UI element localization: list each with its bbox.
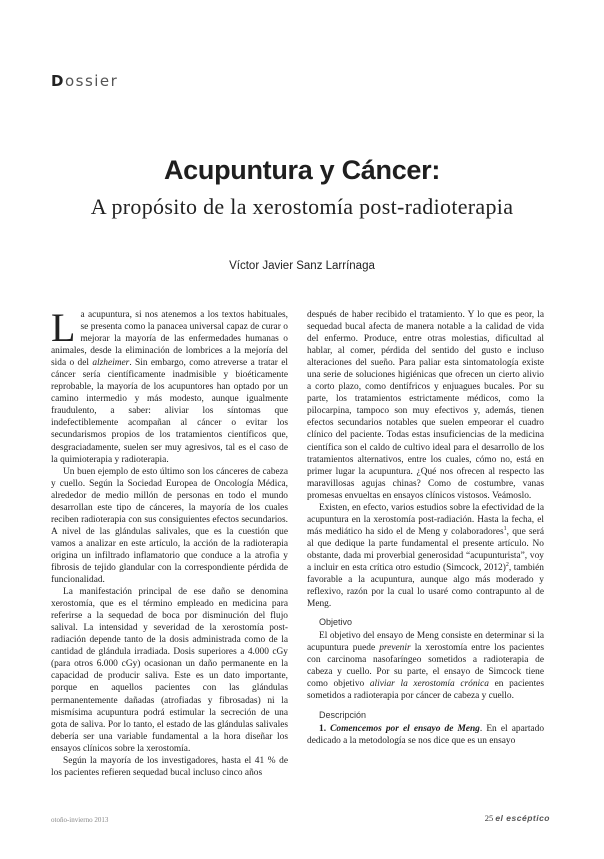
- paragraph: [307, 502, 544, 610]
- article-subtitle: A propósito de la xerostomía post-radioterapia: [90, 194, 514, 219]
- section-tag-initial: D: [51, 72, 65, 90]
- footnote-ref: 2: [505, 561, 509, 568]
- paragraph-text: . En el apartado dedicado a la metodología se nos dice que es un ensayo: [307, 723, 545, 746]
- paragraph-text: . Sin embargo, como atreverse a tratar el cáncer sería científicamente inadmisible y bioéticamente reprobable, la mayoría de los acupuntores han optado por un camino intermedio y más modesto, aunque igualmente fraudulento, a saber: aliviar los síntomas que indefectiblemente acompañan al cáncer o evitar los secundarismos propios de los tratamientos científicos que, desgraciadamente, suelen ser muy agresivos, tal es el caso de la quimioterapia y radioterapia.: [51, 358, 288, 465]
- subheading-objetivo: Objetivo: [319, 617, 353, 628]
- section-tag: [51, 72, 118, 90]
- paragraph-emphasis: aliviar la xerostomía crónica: [369, 679, 489, 690]
- paragraph-emphasis: prevenir: [379, 643, 411, 654]
- magazine-name: el escéptico: [495, 813, 550, 823]
- article-title: Acupuntura y Cáncer:: [163, 155, 441, 185]
- page-number: 25: [484, 813, 494, 823]
- list-number: 1.: [319, 723, 331, 734]
- footer-issue: otoño-invierno 2013: [51, 816, 109, 824]
- paragraph-text: , también favorable a la acupuntura, aunque algo más moderado y reflexivo, razón por la cual lo usaré como contrapunto al de Meng.: [307, 562, 544, 610]
- paragraph: La manifestación principal de ese daño se denomina xerostomía, que es el término empleado en medicina para referirse a la sequedad de boca por disminución del flujo salival. La intensidad y severidad de la xerostomía post-radiación depende tanto de la dosis administrada como de la cantidad de glándula irradiada. Dosis superiores a 4.000 cGy (para otros 6.000 cGy) ocasionan un daño permanente en la capacidad de producir saliva. Este es un dato importante, porque en aquellos pacientes con las glándulas permanentemente dañadas (atrofiadas y fibrosadas) ni la mismísima acupuntura podrá estimular la secreción de una gota de saliva. Por lo tanto, el estado de las glándulas salivales debería ser una variable fundamental a la hora diseñar los ensayos clínicos sobre la xerostomía.: [51, 587, 288, 754]
- paragraph: Un buen ejemplo de esto último son los cánceres de cabeza y cuello. Según la Sociedad Europea de Oncología Médica, alrededor de medio millón de personas en todo el mundo desarrollan este tipo de cánceres, la mayoría de los cuales reciben radioterapia con sus consiguientes efectos secundarios. A nivel de las glándulas salivales, que es la cuestión que vamos a analizar en este artículo, la acción de la radioterapia origina un infiltrado inflamatorio que conduce a la atrofia y fibrosis de tejido glandular con la correspondiente pérdida de funcionalidad.: [51, 466, 288, 586]
- paragraph-text: , que será al que dedique la parte fundamental el presente artículo. No obstante, dada mi proverbial generosidad “acupunturista”, voy a incluir en esta crítica otro estudio (Simcock, 2012): [307, 526, 544, 573]
- paragraph-text: en pacientes sometidos a radioterapia por cáncer de cabeza y cuello.: [307, 679, 544, 702]
- paragraph: [51, 305, 288, 466]
- column-right: [307, 309, 544, 747]
- drop-cap: L: [51, 305, 76, 350]
- column-left: [51, 305, 288, 779]
- paragraph: [307, 630, 544, 702]
- footer-page: [460, 813, 550, 823]
- section-tag-rest: ossier: [64, 72, 119, 90]
- paragraph: después de haber recibido el tratamiento. Y lo que es peor, la sequedad bucal afecta de manera notable a la calidad de vida del enfermo. Produce, entre otras molestias, dificultad al hablar, al comer, pérdida del sentido del gusto e incluso alteraciones del sueño. Para paliar esta sintomatología existe una serie de soluciones higiénicas que ofrecen un cierto alivio a corto plazo, como dentífricos y enjuagues bucales. Por su parte, los tratamientos estrictamente médicos, como la pilocarpina, tampoco son muy efectivos y, además, tienen efectos secundarios notables que suelen empeorar el cuadro clínico del paciente. Todas estas insuficiencias de la medicina científica son el caldo de cultivo ideal para el desarrollo de los tratamientos alternativos, entre los cuales, cómo no, está en primer lugar la acupuntura. ¿Qué nos ofrecen al respecto las maravillosas agujas chinas? Como de costumbre, vanas promesas envueltas en ensayos clínicos vistosos. Veámoslo.: [307, 310, 544, 501]
- subheading-descripcion: Descripción: [319, 709, 367, 720]
- paragraph-emphasis: alzheimer: [92, 358, 130, 369]
- paragraph-bold-emphasis: Comencemos por el ensayo de Meng: [330, 723, 480, 734]
- paragraph-text: El objetivo del ensayo de Meng consiste en determinar si la acupuntura puede: [307, 631, 544, 654]
- paragraph-text: la xerostomía entre los pacientes con carcinoma nasofaríngeo sometidos a radioterapia de cabeza y cuello. Por su parte, el ensayo de Simcock tiene como objetivo: [307, 643, 544, 690]
- article-author: Víctor Javier Sanz Larrínaga: [229, 260, 375, 272]
- paragraph: [307, 723, 544, 747]
- paragraph-text: Existen, en efecto, varios estudios sobre la efectividad de la acupuntura en la xerostomía post-radiación. Hasta la fecha, el más mediático ha sido el de Meng y colaboradores: [307, 502, 544, 537]
- paragraph-text: a acupuntura, si nos atenemos a los textos habituales, se presenta como la panacea universal capaz de curar o mejorar la mayoría de las enfermedades humanas o animales, desde la eliminación de lombrices a la mejoría del sida o del: [51, 310, 288, 369]
- paragraph: Según la mayoría de los investigadores, hasta el 41 % de los pacientes refieren sequedad bucal incluso cinco años: [51, 755, 288, 778]
- footnote-ref: 1: [503, 525, 507, 532]
